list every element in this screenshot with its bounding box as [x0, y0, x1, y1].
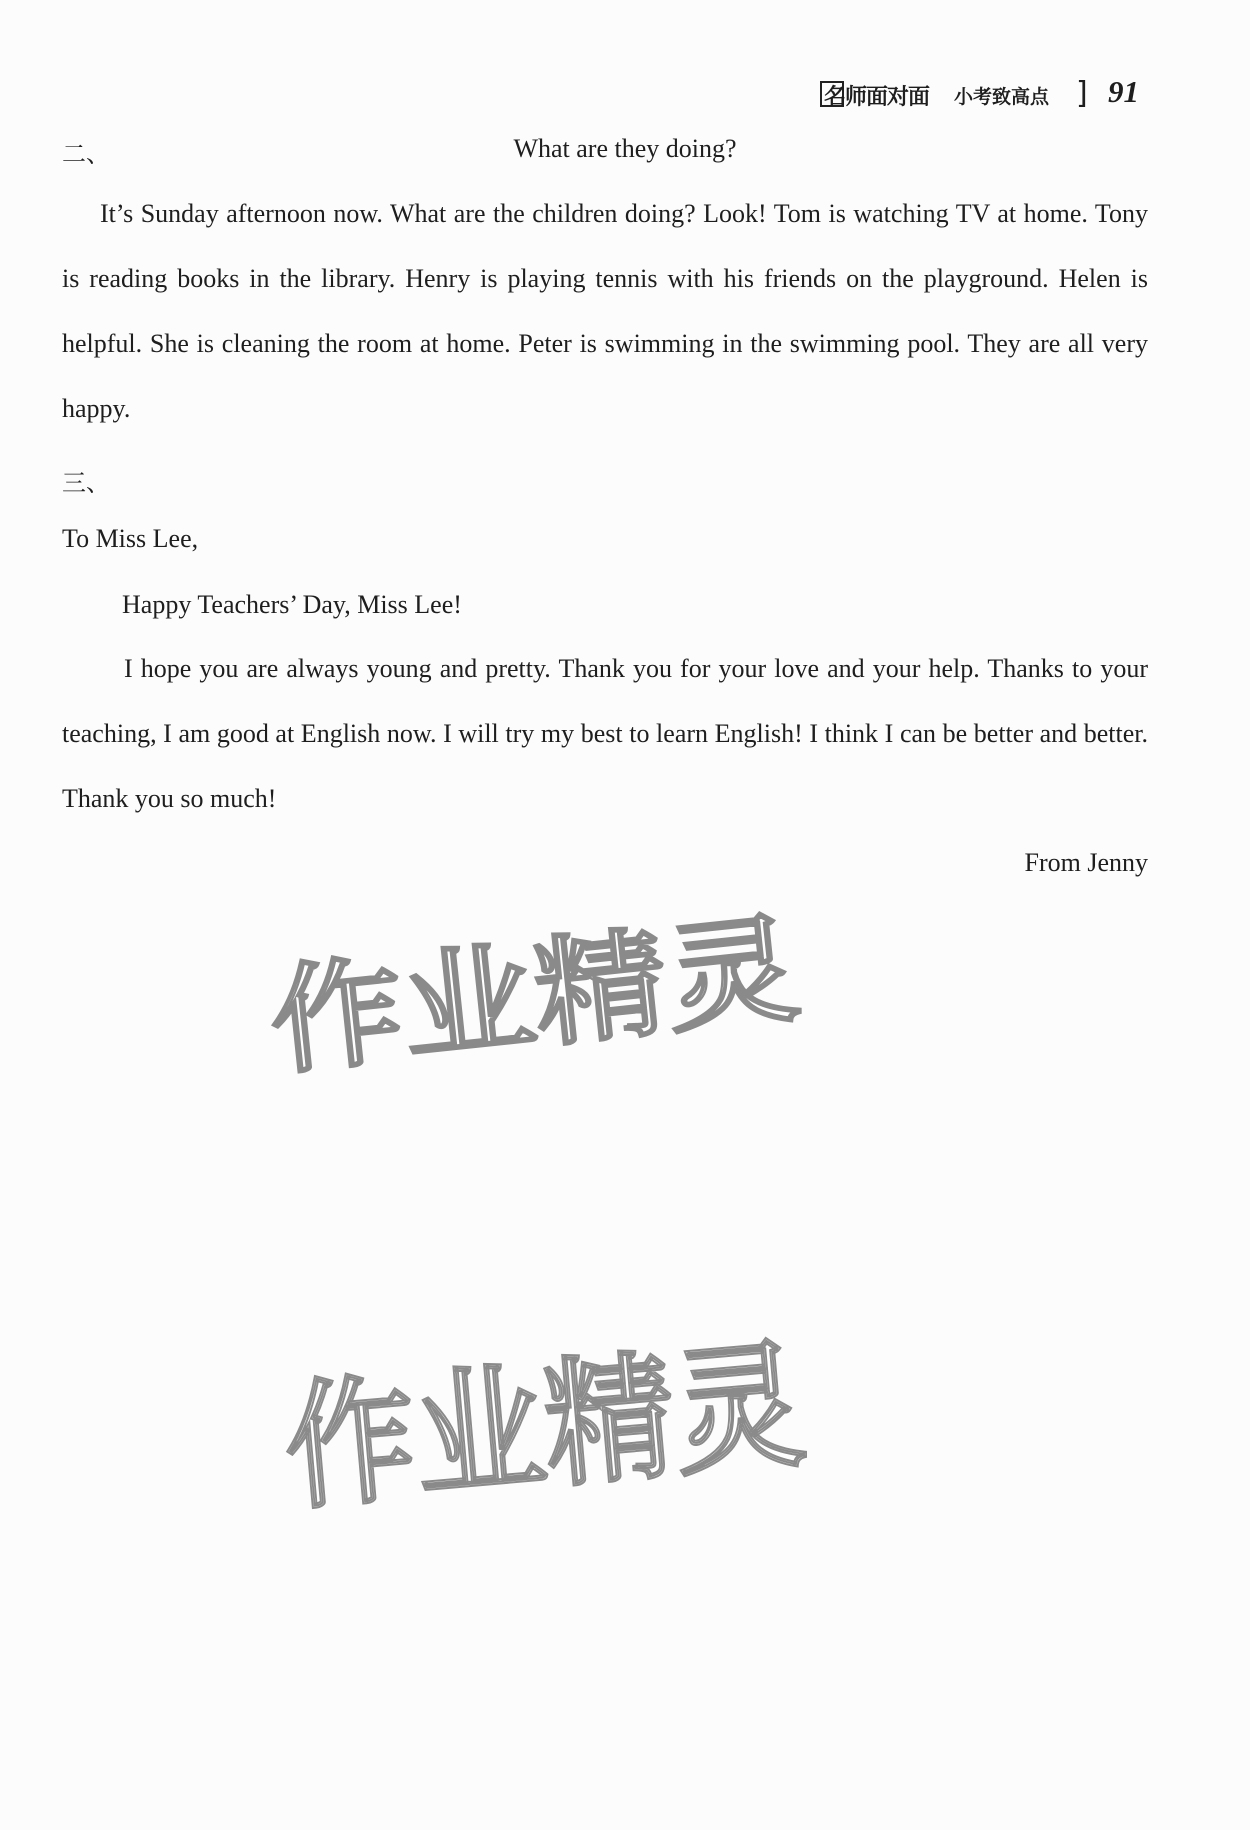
header-bracket: ] — [1076, 76, 1088, 111]
header-subtitle: 小考致高点 — [954, 86, 1050, 108]
letter-signature: From Jenny — [1024, 848, 1148, 877]
section-2-label: 二、 — [62, 140, 110, 168]
section-3-label: 三、 — [62, 469, 110, 497]
watermark-1: 作业精灵 — [263, 905, 748, 1092]
letter-body: I hope you are always young and pretty. Thank you for your love and your help. Thanks to your teaching, I am good at English now. I will try my best to learn English! I think I can be better and better. Thank you so much! — [62, 654, 1148, 813]
letter-greeting: Happy Teachers’ Day, Miss Lee! — [122, 590, 462, 619]
section-2-title: What are they doing? — [513, 134, 737, 163]
header-brand: 名师面对面 — [824, 85, 930, 110]
letter-salutation: To Miss Lee, — [62, 524, 199, 553]
running-header — [820, 74, 1150, 118]
section-2-paragraph: It’s Sunday afternoon now. What are the children doing? Look! Tom is watching TV at home. Tony is reading books in the library. Henry is playing tennis with his friends on the playground. Helen is helpful. She is cleaning the room at home. Peter is swimming in the swimming pool. They are all very happy. — [62, 199, 1148, 423]
page-number: 91 — [1108, 74, 1139, 109]
watermark-2: 作业精灵 — [278, 1321, 843, 1530]
